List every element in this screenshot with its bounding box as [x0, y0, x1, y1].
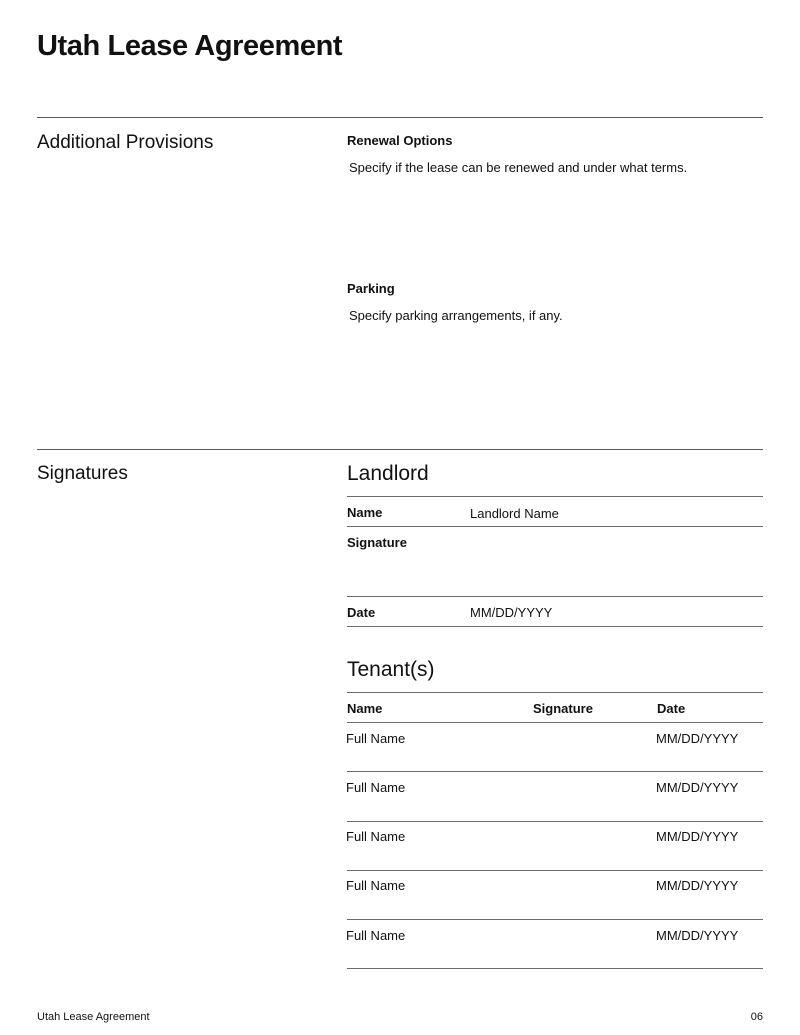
footer-document-title: Utah Lease Agreement [37, 1011, 150, 1023]
tenant-name-field[interactable]: Full Name [346, 731, 406, 746]
tenant-signature-field[interactable] [533, 777, 643, 817]
parking-text[interactable]: Specify parking arrangements, if any. [349, 308, 563, 323]
tenants-column-signature: Signature [533, 701, 593, 716]
tenant-signature-field[interactable] [533, 875, 643, 915]
parking-heading: Parking [347, 281, 395, 296]
landlord-signature-field[interactable] [347, 555, 763, 593]
tenant-date-field[interactable]: MM/DD/YYYY [656, 731, 739, 746]
landlord-rule [347, 596, 763, 597]
renewal-options-text[interactable]: Specify if the lease can be renewed and under what terms. [349, 160, 688, 175]
additional-provisions-heading: Additional Provisions [37, 132, 214, 153]
tenant-signature-field[interactable] [533, 826, 643, 866]
landlord-heading: Landlord [347, 462, 429, 485]
tenants-column-date: Date [657, 701, 686, 716]
tenant-name-field[interactable]: Full Name [346, 780, 406, 795]
landlord-rule [347, 626, 763, 627]
signatures-heading: Signatures [37, 463, 128, 484]
page-number: 06 [750, 1011, 763, 1023]
tenants-rule [347, 692, 763, 693]
tenant-row-rule [347, 919, 763, 920]
tenant-signature-field[interactable] [533, 728, 643, 768]
renewal-options-heading: Renewal Options [347, 133, 453, 148]
tenant-date-field[interactable]: MM/DD/YYYY [656, 829, 739, 844]
tenant-row-rule [347, 821, 763, 822]
landlord-signature-label: Signature [347, 535, 407, 550]
landlord-date-field[interactable]: MM/DD/YYYY [470, 605, 553, 620]
landlord-name-label: Name [347, 505, 383, 520]
tenant-date-field[interactable]: MM/DD/YYYY [656, 928, 739, 943]
tenant-row-rule [347, 771, 763, 772]
tenant-row-rule [347, 870, 763, 871]
landlord-rule [347, 496, 763, 497]
section-divider [37, 117, 763, 118]
tenant-date-field[interactable]: MM/DD/YYYY [656, 878, 739, 893]
landlord-date-label: Date [347, 605, 376, 620]
tenant-signature-field[interactable] [533, 925, 643, 965]
tenant-row-rule [347, 968, 763, 969]
tenant-date-field[interactable]: MM/DD/YYYY [656, 780, 739, 795]
tenant-name-field[interactable]: Full Name [346, 928, 406, 943]
landlord-name-field[interactable]: Landlord Name [470, 506, 559, 521]
tenant-name-field[interactable]: Full Name [346, 878, 406, 893]
tenants-rule [347, 722, 763, 723]
document-title: Utah Lease Agreement [37, 30, 343, 62]
tenants-heading: Tenant(s) [347, 658, 435, 681]
tenant-name-field[interactable]: Full Name [346, 829, 406, 844]
landlord-rule [347, 526, 763, 527]
section-divider [37, 449, 763, 450]
tenants-column-name: Name [347, 701, 383, 716]
